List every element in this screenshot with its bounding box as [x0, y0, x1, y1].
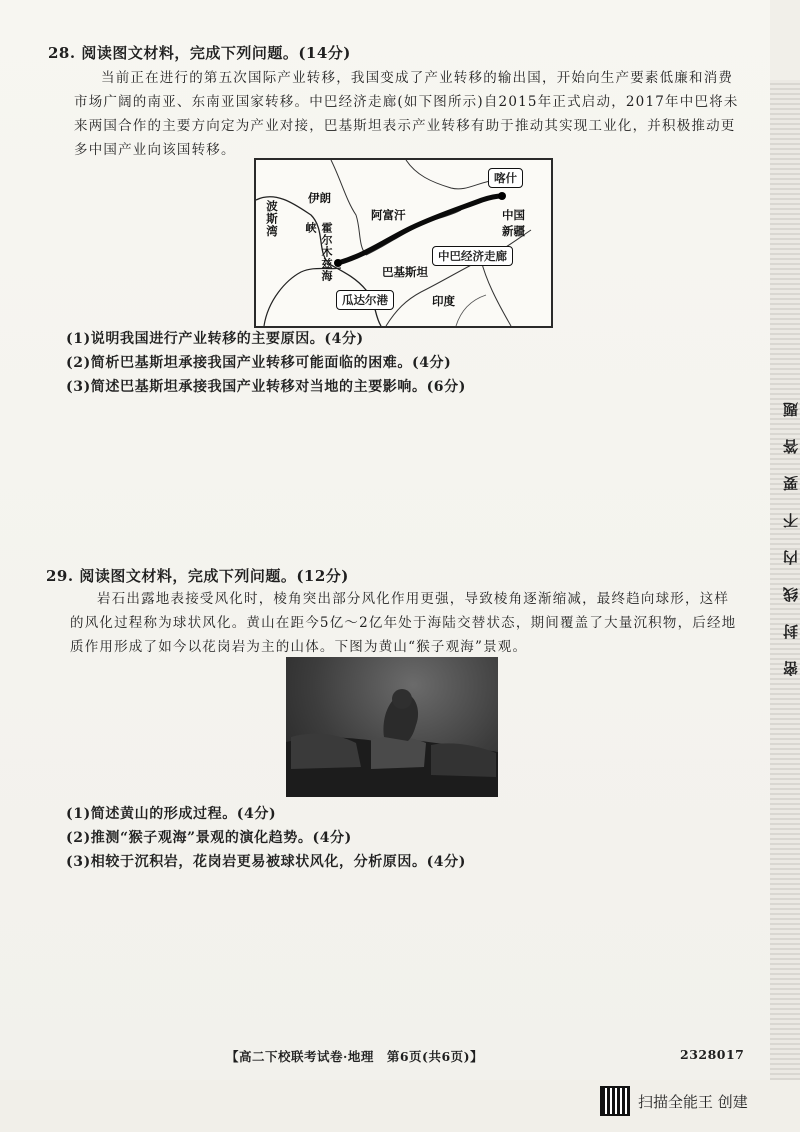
scanner-watermark-text: 扫描全能王 创建 — [638, 1092, 748, 1111]
question-29-title: 29. 阅读图文材料，完成下列问题。(12分) — [46, 567, 349, 585]
label-persian-gulf: 波斯湾 — [265, 200, 279, 238]
question-29-sub-3: (3)相较于沉积岩，花岗岩更易被球状风化，分析原因。(4分) — [66, 854, 466, 870]
monkey-watching-sea-photo — [286, 657, 498, 797]
qr-code-icon — [600, 1086, 630, 1116]
label-afghanistan: 阿富汗 — [371, 208, 406, 222]
question-28-sub-1: (1)说明我国进行产业转移的主要原因。(4分) — [66, 331, 364, 347]
question-29-material: 岩石出露地表接受风化时，棱角突出部分风化作用更强，导致棱角逐渐缩减，最终趋向球形，这样的风化过程称为球状风化。黄山在距今5亿～2亿年处于海陆交替状态，期间覆盖了大量沉积物，后经地质作用形成了如今以花岗岩为主的山体。下图为黄山“猴子观海”景观。 — [70, 591, 737, 655]
seal-line-text: 密封线内不要答题 — [782, 380, 800, 676]
page-footer-label: 【高二下校联考试卷·地理 第6页(共6页)】 — [226, 1049, 484, 1064]
question-28-sub-3: (3)简述巴基斯坦承接我国产业转移对当地的主要影响。(6分) — [66, 379, 466, 395]
label-china: 中国 — [502, 208, 525, 222]
question-28-sub-2: (2)简析巴基斯坦承接我国产业转移可能面临的困难。(4分) — [66, 355, 452, 371]
label-hormuz-strait: 霍尔木兹海峡 — [304, 222, 333, 282]
label-xinjiang: 新疆 — [502, 224, 525, 238]
photo-illustration — [286, 657, 498, 797]
label-gwadar: 瓜达尔港 — [336, 290, 394, 310]
cpec-map — [254, 158, 553, 328]
label-iran: 伊朗 — [308, 191, 331, 205]
label-india: 印度 — [432, 294, 455, 308]
page-footer-code: 2328017 — [680, 1047, 745, 1062]
label-kashgar: 喀什 — [488, 168, 523, 188]
question-29-sub-1: (1)简述黄山的形成过程。(4分) — [66, 806, 277, 822]
label-corridor: 中巴经济走廊 — [432, 246, 513, 266]
label-pakistan: 巴基斯坦 — [382, 265, 428, 279]
scanner-watermark — [600, 1086, 748, 1116]
question-28-material: 当前正在进行的第五次国际产业转移，我国变成了产业转移的输出国，开始向生产要素低廉和消费市场广阔的南亚、东南亚国家转移。中巴经济走廊(如下图所示)自2015年正式启动，2017年中巴将未来两国合作的主要方向定为产业对接，巴基斯坦表示产业转移有助于推动其实现工业化，并积极推动更多中国产业向该国转移。 — [74, 70, 739, 158]
question-28-title: 28. 阅读图文材料，完成下列问题。(14分) — [48, 44, 351, 62]
question-29-sub-2: (2)推测“猴子观海”景观的演化趋势。(4分) — [66, 830, 352, 846]
